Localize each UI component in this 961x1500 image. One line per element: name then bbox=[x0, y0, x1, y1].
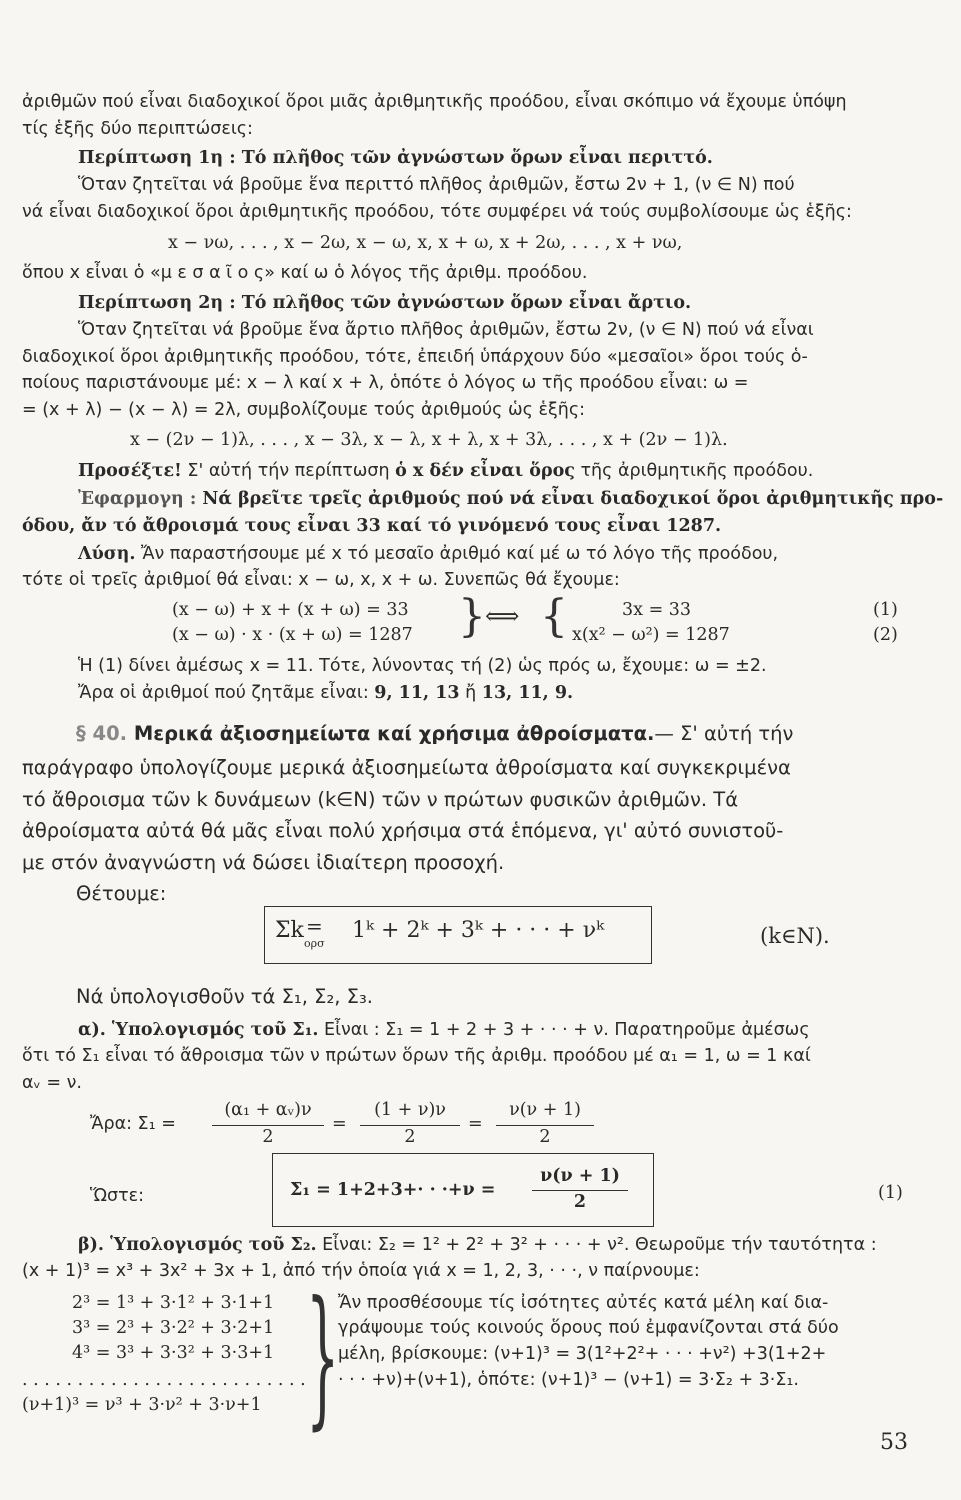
fraction-bar bbox=[212, 1125, 324, 1126]
fraction-bar bbox=[496, 1125, 594, 1126]
paragraph-line: τίς ἑξῆς δύο περιπτώσεις: bbox=[22, 119, 253, 139]
sequence-formula: x − νω, . . . , x − 2ω, x − ω, x, x + ω, x + 2ω, . . . , x + νω, bbox=[168, 233, 683, 253]
paragraph-line: Θέτουμε: bbox=[76, 882, 167, 905]
left-brace: { bbox=[540, 591, 568, 642]
identity-row: 2³ = 1³ + 3·1² + 3·1+1 bbox=[72, 1293, 275, 1313]
equivalence-arrow: ⟺ bbox=[485, 602, 520, 630]
system-eq: (x − ω) + x + (x + ω) = 33 bbox=[172, 600, 409, 620]
equation-number: (1) bbox=[873, 600, 898, 620]
definition-equals: = bbox=[306, 914, 323, 938]
fraction-denominator: 2 bbox=[262, 1127, 274, 1147]
paragraph-line: αᵥ = ν. bbox=[22, 1073, 82, 1093]
identity-dots: . . . . . . . . . . . . . . . . . . . . . . . . . . bbox=[22, 1370, 306, 1390]
fraction-numerator: ν(ν + 1) bbox=[509, 1100, 581, 1120]
paragraph-line: παράγραφο ὑπολογίζουμε μερικά ἀξιοσημείωτα ἀθροίσματα καί συγκεκριμένα bbox=[22, 756, 791, 779]
paragraph-line: νά εἶναι διαδοχικοί ὅροι ἀριθμητικῆς προόδου, τότε συμφέρει νά τούς συμβολίσουμε ὡς ἑξῆς: bbox=[22, 202, 852, 222]
system-eq: 3x = 33 bbox=[622, 600, 692, 620]
paragraph-line: διαδοχικοί ὅροι ἀριθμητικῆς προόδου, τότε, ἐπειδή ὑπάρχουν δύο «μεσαῖοι» ὅροι τούς ὁ- bbox=[22, 347, 808, 367]
part-b-line: β). Ὑπολογισμός τοῦ Σ₂. Εἶναι: Σ₂ = 1² + 2² + 3² + · · · + ν². Θεωροῦμε τήν ταυτότητα : bbox=[78, 1235, 877, 1255]
solution-line: τότε οἱ τρεῖς ἀριθμοί θά εἶναι: x − ω, x, x + ω. Συνεπῶς θά ἔχουμε: bbox=[22, 570, 620, 590]
right-brace: } bbox=[458, 591, 486, 642]
identity-row: (ν+1)³ = ν³ + 3·ν² + 3·ν+1 bbox=[22, 1395, 262, 1415]
wste-label: Ὥστε: bbox=[90, 1186, 144, 1206]
paragraph-line: ὅτι τό Σ₁ εἶναι τό ἄθροισμα τῶν ν πρώτων ὅρων τῆς ἀριθμ. προόδου μέ α₁ = 1, ω = 1 καί bbox=[22, 1046, 811, 1066]
fraction-bar bbox=[532, 1190, 628, 1191]
section-heading: § 40. Μερικά ἀξιοσημείωτα καί χρήσιμα ἀθροίσματα.— Σ' αὐτή τήν bbox=[76, 722, 794, 745]
application-line: Ἐφαρμογη : Νά βρεῖτε τρεῖς ἀριθμούς πού νά εἶναι διαδοχικοί ὅροι ἀριθμητικῆς προ- bbox=[78, 489, 944, 509]
equals-sign: = bbox=[332, 1114, 347, 1134]
page-number: 53 bbox=[880, 1430, 908, 1455]
fraction-numerator: ν(ν + 1) bbox=[540, 1166, 620, 1186]
paragraph-line: · · · +ν)+(ν+1), ὁπότε: (ν+1)³ − (ν+1) = 3·Σ₂ + 3·Σ₁. bbox=[338, 1370, 799, 1390]
system-eq: (x − ω) · x · (x + ω) = 1287 bbox=[172, 625, 413, 645]
paragraph-line: Ἄρα οἱ ἀριθμοί πού ζητᾶμε εἶναι: 9, 11, 13 ἤ 13, 11, 9. bbox=[78, 683, 574, 703]
paragraph-line: με στόν ἀναγνώστη νά δώσει ἰδιαίτερη προσοχή. bbox=[22, 851, 505, 874]
paragraph-line: ἀριθμῶν πού εἶναι διαδοχικοί ὅροι μιᾶς ἀριθμητικῆς προόδου, εἶναι σκόπιμο νά ἔχουμε ὑπόψη bbox=[22, 92, 847, 112]
note-line: Προσέξτε! Σ' αὐτή τήν περίπτωση ὁ x δέν εἶναι ὅρος τῆς ἀριθμητικῆς προόδου. bbox=[78, 461, 814, 481]
paragraph-line: μέλη, βρίσκουμε: (ν+1)³ = 3(1²+2²+ · · · +ν²) +3(1+2+ bbox=[338, 1344, 827, 1364]
equation-number: (2) bbox=[873, 625, 898, 645]
sum-formula: Σ₁ = 1+2+3+· · ·+ν = bbox=[290, 1180, 496, 1200]
fraction-denominator: 2 bbox=[539, 1127, 551, 1147]
definition-subscript: ορσ bbox=[304, 937, 325, 950]
solution-line: Λύση. Ἄν παραστήσουμε μέ x τό μεσαῖο ἀριθμό καί μέ ω τό λόγο τῆς προόδου, bbox=[78, 544, 779, 564]
equals-sign: = bbox=[468, 1114, 483, 1134]
paragraph-line: τό ἄθροισμα τῶν k δυνάμεων (k∈N) τῶν ν πρώτων φυσικῶν ἀριθμῶν. Τά bbox=[22, 788, 739, 811]
ara-label: Ἄρα: Σ₁ = bbox=[90, 1114, 176, 1134]
paragraph-line: ἀθροίσματα αὐτά θά μᾶς εἶναι πολύ χρήσιμα στά ἑπόμενα, γι' αὐτό συνιστοῦ- bbox=[22, 819, 784, 842]
paragraph-line: Ὅταν ζητεῖται νά βροῦμε ἕνα περιττό πλῆθος ἀριθμῶν, ἔστω 2ν + 1, (ν ∈ N) πού bbox=[78, 175, 795, 195]
equation-number: (1) bbox=[878, 1183, 903, 1203]
part-a-line: α). Ὑπολογισμός τοῦ Σ₁. Εἶναι : Σ₁ = 1 + 2 + 3 + · · · + ν. Παρατηροῦμε ἀμέσως bbox=[78, 1020, 810, 1040]
fraction-numerator: (α₁ + αᵥ)ν bbox=[224, 1100, 312, 1120]
definition-rhs: 1ᵏ + 2ᵏ + 3ᵏ + · · · + νᵏ bbox=[352, 918, 605, 943]
sigma-k: Σk bbox=[275, 918, 304, 943]
paragraph-line: Ὅταν ζητεῖται νά βροῦμε ἕνα ἄρτιο πλῆθος ἀριθμῶν, ἔστω 2ν, (ν ∈ N) πού νά εἶναι bbox=[78, 320, 814, 340]
fraction-bar bbox=[360, 1125, 460, 1126]
paragraph-line: ὅπου x εἶναι ὁ «μ ε σ α ῖ ο ς» καί ω ὁ λόγος τῆς ἀριθμ. προόδου. bbox=[22, 263, 588, 283]
paragraph-line: = (x + λ) − (x − λ) = 2λ, συμβολίζουμε τούς ἀριθμούς ὡς ἑξῆς: bbox=[22, 400, 585, 420]
identity-row: 3³ = 2³ + 3·2² + 3·2+1 bbox=[72, 1318, 275, 1338]
sequence-formula: x − (2ν − 1)λ, . . . , x − 3λ, x − λ, x + λ, x + 3λ, . . . , x + (2ν − 1)λ. bbox=[130, 430, 728, 450]
right-brace: } bbox=[306, 1270, 340, 1444]
paragraph-line: ποίους παριστάνουμε μέ: x − λ καί x + λ, ὁπότε ὁ λόγος ω τῆς προόδου εἶναι: ω = bbox=[22, 373, 749, 393]
fraction-numerator: (1 + ν)ν bbox=[374, 1100, 446, 1120]
paragraph-line: γράψουμε τούς κοινούς ὅρους πού ἐμφανίζονται στά δύο bbox=[338, 1318, 839, 1338]
paragraph-line: Ἄν προσθέσουμε τίς ἰσότητες αὐτές κατά μέλη καί δια- bbox=[338, 1293, 829, 1313]
k-in-n: (k∈N). bbox=[760, 924, 830, 948]
paragraph-line: Ἡ (1) δίνει ἀμέσως x = 11. Τότε, λύνοντας τή (2) ὡς πρός ω, ἔχουμε: ω = ±2. bbox=[78, 656, 767, 676]
system-eq: x(x² − ω²) = 1287 bbox=[572, 625, 730, 645]
case-heading-1: Περίπτωση 1η : Τό πλῆθος τῶν ἀγνώστων ὅρων εἶναι περιττό. bbox=[78, 148, 713, 168]
application-line: όδου, ἄν τό ἄθροισμά τους εἶναι 33 καί τό γινόμενό τους εἶναι 1287. bbox=[22, 516, 722, 536]
paragraph-line: (x + 1)³ = x³ + 3x² + 3x + 1, ἀπό τήν ὁποία γιά x = 1, 2, 3, · · ·, ν παίρνουμε: bbox=[22, 1261, 700, 1281]
fraction-denominator: 2 bbox=[573, 1192, 587, 1212]
fraction-denominator: 2 bbox=[404, 1127, 416, 1147]
identity-row: 4³ = 3³ + 3·3² + 3·3+1 bbox=[72, 1343, 275, 1363]
paragraph-line: Νά ὑπολογισθοῦν τά Σ₁, Σ₂, Σ₃. bbox=[76, 985, 373, 1008]
case-heading-2: Περίπτωση 2η : Τό πλῆθος τῶν ἀγνώστων ὅρων εἶναι ἄρτιο. bbox=[78, 293, 692, 313]
